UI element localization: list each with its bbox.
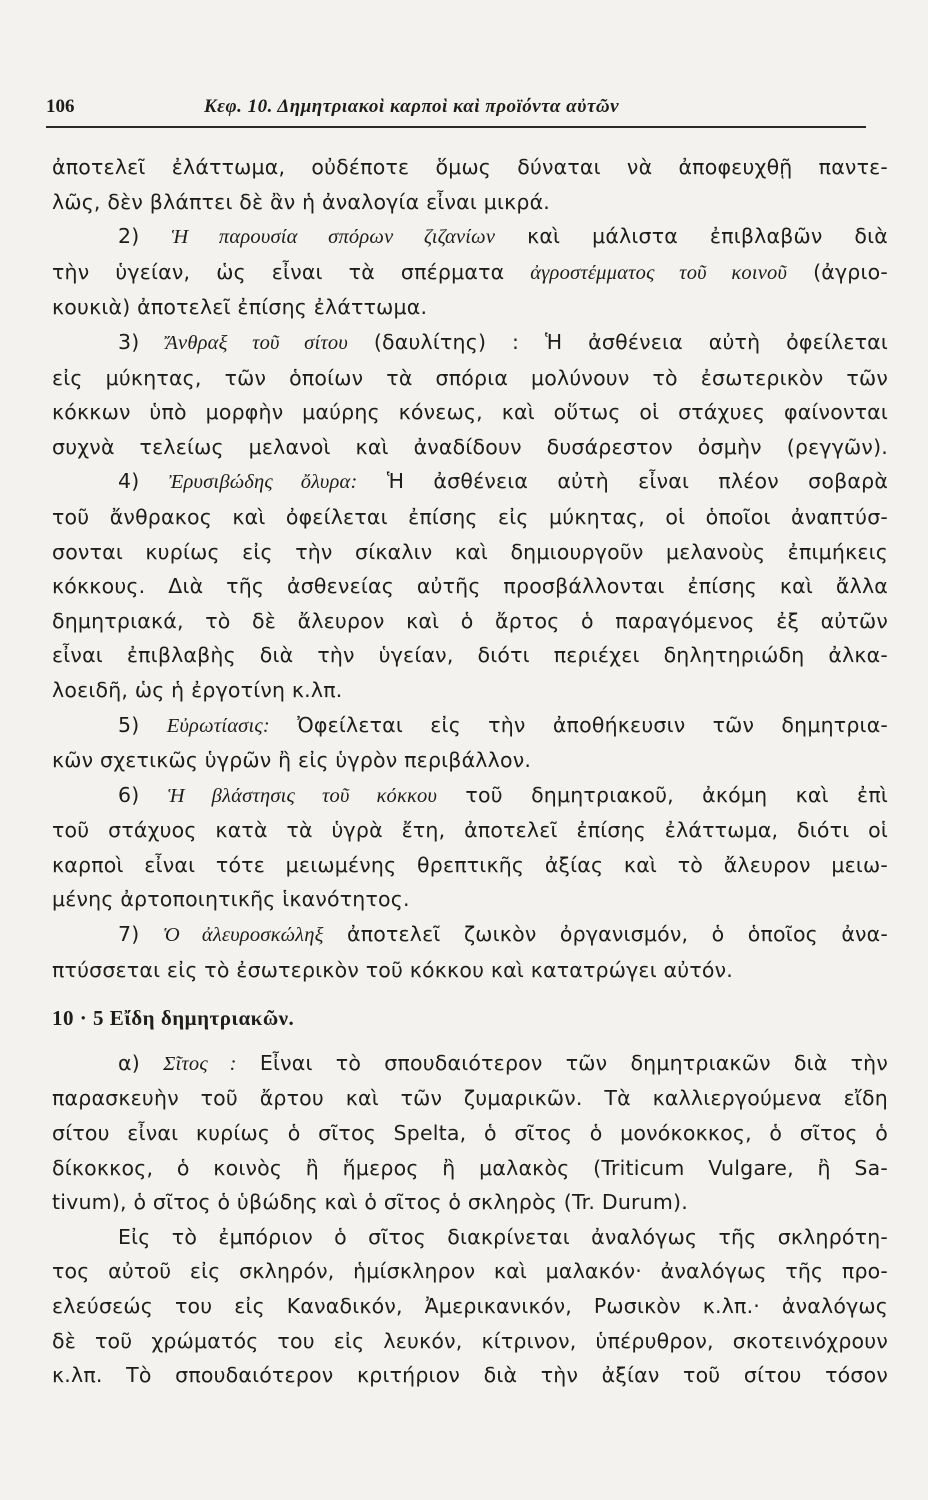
text-line: κόκκους. Διὰ τῆς ἀσθενείας αὐτῆς προσβάλλονται ἐπίσης καὶ ἄλλα (52, 574, 888, 599)
section-heading: 10 · 5 Εἴδη δημητριακῶν. (52, 1006, 295, 1031)
text-line: ελεύσεώς του εἰς Καναδικόν, Ἀμερικανικόν, Ρωσικὸν κ.λπ.· ἀναλόγως (52, 1294, 888, 1318)
text-line: εἰς μύκητας, τῶν ὁποίων τὰ σπόρια μολύνουν τὸ ἐσωτερικὸν τῶν (52, 365, 888, 390)
text-line: πτύσσεται εἰς τὸ ἐσωτερικὸν τοῦ κόκκου καὶ κατατρώγει αὐτόν. (52, 957, 733, 982)
text-line: μένης ἀρτοποιητικῆς ἱκανότητος. (52, 887, 410, 912)
text-line: ἀποτελεῖ ἐλάττωμα, οὐδέποτε ὅμως δύναται νὰ ἀποφευχθῇ παντε- (52, 155, 888, 179)
text-line: κόκκων ὑπὸ μορφὴν μαύρης κόνεως, καὶ οὕτως οἱ στάχυες φαίνονται (52, 400, 888, 425)
text-line: συχνὰ τελείως μελανοὶ καὶ ἀναδίδουν δυσάρεστον ὀσμὴν (ρεγγῶν). (52, 434, 888, 459)
list-item-alpha: α) Σῖτος : Εἶναι τὸ σπουδαιότερον τῶν δημητριακῶν διὰ τὴν (118, 1050, 889, 1075)
text-line: δίκοκκος, ὁ κοινὸς ἢ ἥμερος ἢ μαλακὸς (Triticum Vulgare, ἢ Sa- (52, 1155, 888, 1180)
text-line: κῶν σχετικῶς ὑγρῶν ἢ εἰς ὑγρὸν περιβάλλον. (52, 748, 532, 773)
list-item-5: 5) Εὐρωτίασις: Ὀφείλεται εἰς τὴν ἀποθήκευσιν τῶν δημητρια- (118, 712, 889, 737)
text-line: τὴν ὑγείαν, ὡς εἶναι τὰ σπέρματα ἀγροστέμματος τοῦ κοινοῦ (ἀγριο- (52, 259, 888, 284)
text-line: παρασκευὴν τοῦ ἄρτου καὶ τῶν ζυμαρικῶν. Τὰ καλλιεργούμενα εἴδη (52, 1086, 888, 1111)
list-item-6: 6) Ἡ βλάστησις τοῦ κόκκου τοῦ δημητριακοῦ, ἀκόμη καὶ ἐπὶ (118, 782, 889, 807)
page-number: 106 (46, 96, 75, 117)
text-line: δημητριακά, τὸ δὲ ἄλευρον καὶ ὁ ἄρτος ὁ παραγόμενος ἐξ αὐτῶν (52, 608, 888, 633)
running-title: Κεφ. 10. Δημητριακοὶ καρποὶ καὶ προϊόντα αὐτῶν (204, 96, 620, 117)
text-line: κ.λπ. Τὸ σπουδαιότερον κριτήριον διὰ τὴν ἀξίαν τοῦ σίτου τόσον (52, 1363, 888, 1388)
text-line: τοῦ στάχυος κατὰ τὰ ὑγρὰ ἔτη, ἀποτελεῖ ἐπίσης ἐλάττωμα, διότι οἱ (52, 818, 888, 843)
list-item-3: 3) Ἄνθραξ τοῦ σίτου (δαυλίτης) : Ἡ ἀσθένεια αὐτὴ ὀφείλεται (118, 329, 889, 354)
list-item-4: 4) Ἐρυσιβώδης ὄλυρα: Ἡ ἀσθένεια αὐτὴ εἶναι πλέον σοβαρὰ (118, 469, 889, 494)
text-line: σονται κυρίως εἰς τὴν σίκαλιν καὶ δημιουργοῦν μελανοὺς ἐπιμήκεις (52, 539, 888, 564)
text-line: λοειδῆ, ὡς ἡ ἐργοτίνη κ.λπ. (52, 677, 343, 702)
text-line: λῶς, δὲν βλάπτει δὲ ἂν ἡ ἀναλογία εἶναι μικρά. (52, 189, 551, 214)
body-text (52, 150, 888, 1393)
text-line: τος αὐτοῦ εἰς σκληρόν, ἡμίσκληρον καὶ μαλακόν· ἀναλόγως τῆς προ- (52, 1259, 888, 1284)
text-line: καρποὶ εἶναι τότε μειωμένης θρεπτικῆς ἀξίας καὶ τὸ ἄλευρον μειω- (52, 852, 888, 877)
text-line: κουκιὰ) ἀποτελεῖ ἐπίσης ἐλάττωμα. (52, 295, 428, 320)
text-line: tivum), ὁ σῖτος ὁ ὑβώδης καὶ ὁ σῖτος ὁ σκληρὸς (Tr. Durum). (52, 1190, 688, 1215)
text-line: δὲ τοῦ χρώματός του εἰς λευκόν, κίτρινον, ὑπέρυθρον, σκοτεινόχρουν (52, 1328, 888, 1353)
text-line: εἶναι ἐπιβλαβὴς διὰ τὴν ὑγείαν, διότι περιέχει δηλητηριώδη ἀλκα- (52, 643, 888, 668)
text-line: Εἰς τὸ ἐμπόριον ὁ σῖτος διακρίνεται ἀναλόγως τῆς σκληρότη- (118, 1224, 888, 1249)
header-rule (46, 126, 866, 128)
text-line: τοῦ ἄνθρακος καὶ ὀφείλεται ἐπίσης εἰς μύκητας, οἱ ὁποῖοι ἀναπτύσ- (52, 504, 888, 529)
list-item-7: 7) Ὁ ἀλευροσκώληξ ἀποτελεῖ ζωικὸν ὀργανισμόν, ὁ ὁποῖος ἀνα- (118, 922, 888, 947)
text-line: σίτου εἶναι κυρίως ὁ σῖτος Spelta, ὁ σῖτος ὁ μονόκοκκος, ὁ σῖτος ὁ (52, 1121, 888, 1146)
list-item-2: 2) Ἡ παρουσία σπόρων ζιζανίων καὶ μάλιστα ἐπιβλαβῶν διὰ (118, 224, 889, 249)
